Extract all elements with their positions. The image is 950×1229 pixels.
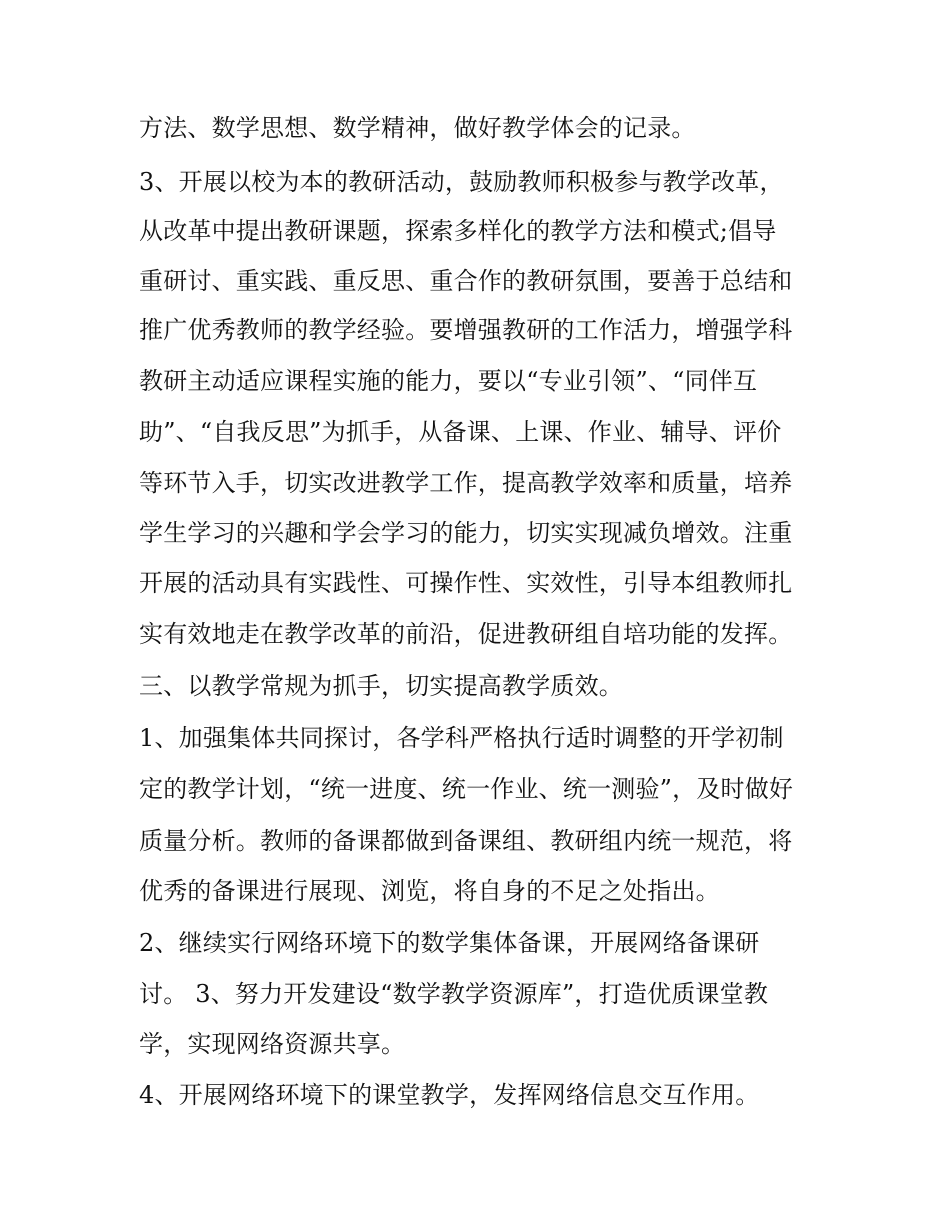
text-line: 1、加强集体共同探讨，各学科严格执行适时调整的开学初制 xyxy=(139,724,784,752)
text-line: 方法、数学思想、数学精神，做好教学体会的记录。 xyxy=(139,114,696,142)
text-line: 优秀的备课进行展现、浏览，将自身的不足之处指出。 xyxy=(139,877,720,905)
text-line: 3、开展以校为本的教研活动，鼓励教师积极参与教学改革， xyxy=(139,168,784,196)
text-line: 等环节入手，切实改进教学工作，提高教学效率和质量，培养 xyxy=(139,469,793,497)
text-line: 教研主动适应课程实施的能力，要以“专业引领”、“同伴互 xyxy=(139,367,758,395)
text-line: 从改革中提出教研课题，探索多样化的教学方法和模式;倡导 xyxy=(139,217,777,245)
text-line: 推广优秀教师的教学经验。要增强教研的工作活力，增强学科 xyxy=(139,316,793,344)
text-line: 实有效地走在教学改革的前沿，促进教研组自培功能的发挥。 xyxy=(139,620,793,648)
text-line: 讨。 3、努力开发建设“数学教学资源库”，打造优质课堂教 xyxy=(139,980,769,1008)
text-line: 助”、“自我反思”为抓手，从备课、上课、作业、辅导、评价 xyxy=(139,418,782,446)
text-line: 4、开展网络环境下的课堂教学，发挥网络信息交互作用。 xyxy=(139,1081,760,1109)
text-line: 开展的活动具有实践性、可操作性、实效性，引导本组教师扎 xyxy=(139,569,793,597)
section-heading: 三、以教学常规为抓手，切实提高教学质效。 xyxy=(139,672,623,700)
text-line: 定的教学计划，“统一进度、统一作业、统一测验”，及时做好 xyxy=(139,775,794,803)
text-line: 2、继续实行网络环境下的数学集体备课，开展网络备课研 xyxy=(139,929,760,957)
text-line: 学，实现网络资源共享。 xyxy=(139,1030,406,1058)
text-line: 质量分析。教师的备课都做到备课组、教研组内统一规范，将 xyxy=(139,827,793,855)
text-line: 重研讨、重实践、重反思、重合作的教研氛围，要善于总结和 xyxy=(139,267,793,295)
text-line: 学生学习的兴趣和学会学习的能力，切实实现减负增效。注重 xyxy=(139,519,793,547)
